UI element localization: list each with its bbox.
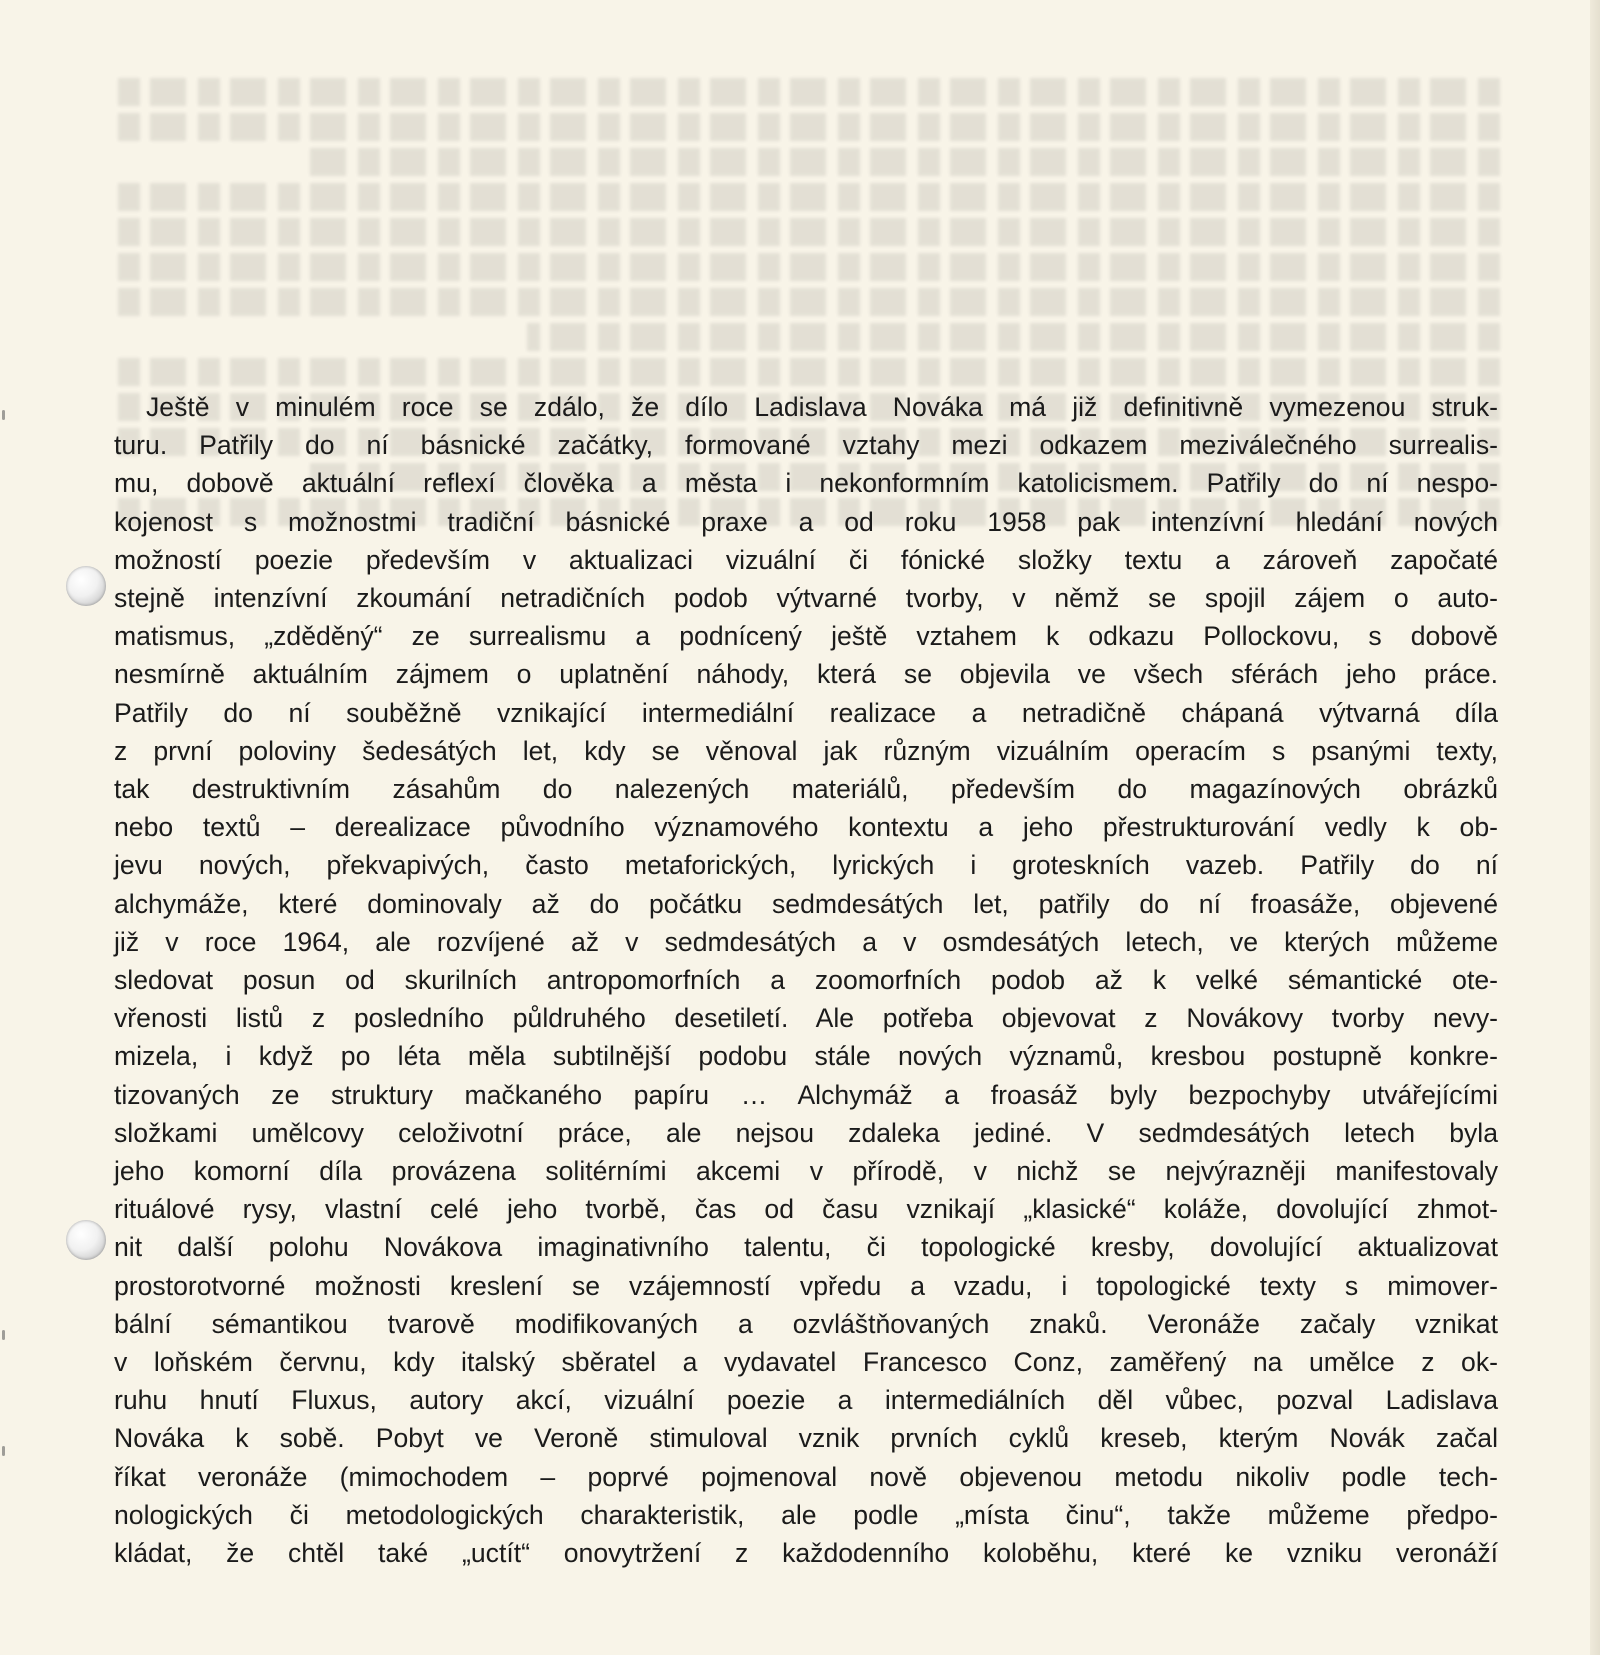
text-line: v loňském červnu, kdy italský sběratel a vydavatel Francesco Conz, zaměřený na umělce z ok- [114,1347,1498,1378]
text-line: ruhu hnutí Fluxus, autory akcí, vizuální poezie a intermediálních děl vůbec, pozval Ladislava [114,1385,1498,1416]
text-line: kládat, že chtěl také „uctít“ onovytržení z každodenního koloběhu, které ke vzniku veronáží [114,1538,1498,1569]
text-line: nologických či metodologických charakteristik, ale podle „místa činu“, takže můžeme předpo- [114,1499,1498,1530]
text-line: jeho komorní díla provázena solitérními akcemi v přírodě, v nichž se nejvýrazněji manifestovaly [114,1156,1498,1187]
text-line: nebo textů – derealizace původního významového kontextu a jeho přestrukturování vedly k ob- [114,812,1498,843]
text-line: stejně intenzívní zkoumání netradičních podob výtvarné tvorby, v němž se spojil zájem o auto- [114,583,1498,614]
page-edge-mark [2,1330,5,1340]
text-line: jevu nových, překvapivých, často metaforických, lyrických i groteskních vazeb. Patřily do ní [114,850,1498,881]
text-line: mu, dobově aktuální reflexí člověka a města i nekonformním katolicismem. Patřily do ní nespo- [114,468,1498,499]
punch-hole-bottom [66,1220,106,1260]
text-line: tak destruktivním zásahům do nalezených materiálů, především do magazínových obrázků [114,774,1498,805]
text-line: turu. Patřily do ní básnické začátky, formované vztahy mezi odkazem meziválečného surrealis- [114,430,1498,461]
page-edge [1590,0,1600,1655]
text-line: vřenosti listů z posledního půldruhého desetiletí. Ale potřeba objevovat z Novákovy tvorby nevy- [114,1003,1498,1034]
text-line: kojenost s možnostmi tradiční básnické praxe a od roku 1958 pak intenzívní hledání nových [114,506,1498,537]
text-line: mizela, i když po léta měla subtilnější podobu stále nových významů, kresbou postupně konkre- [114,1041,1498,1072]
text-line: nesmírně aktuálním zájmem o uplatnění náhody, která se objevila ve všech sférách jeho práce. [114,659,1498,690]
text-line: alchymáže, které dominovaly až do počátku sedmdesátých let, patřily do ní froasáže, objevené [114,888,1498,919]
body-text [114,388,1498,1572]
punch-hole-top [66,566,106,606]
text-line: rituálové rysy, vlastní celé jeho tvorbě, čas od času vznikají „klasické“ koláže, dovolující zhmot- [114,1194,1498,1225]
text-line: Ještě v minulém roce se zdálo, že dílo Ladislava Nováka má již definitivně vymezenou struk- [146,392,1498,422]
text-line: tizovaných ze struktury mačkaného papíru … Alchymáž a froasáž byly bezpochyby utvářejícími [114,1079,1498,1110]
text-line: nit další polohu Novákova imaginativního talentu, či topologické kresby, dovolující aktualizovat [114,1232,1498,1263]
text-line: matismus, „zděděný“ ze surrealismu a podnícený ještě vztahem k odkazu Pollockovu, s dobově [114,621,1498,652]
text-line: sledovat posun od skurilních antropomorfních a zoomorfních podob až k velké sémantické ote- [114,965,1498,996]
text-line: Patřily do ní souběžně vznikající intermediální realizace a netradičně chápaná výtvarná díla [114,697,1498,728]
text-line: říkat veronáže (mimochodem – poprvé pojmenoval nově objevenou metodu nikoliv podle tech- [114,1461,1498,1492]
text-line: bální sémantikou tvarově modifikovaných a ozvláštňovaných znaků. Veronáže začaly vznikat [114,1308,1498,1339]
text-line: již v roce 1964, ale rozvíjené až v sedmdesátých a v osmdesátých letech, ve kterých můžeme [114,926,1498,957]
page-edge-mark [2,410,5,420]
text-line: složkami umělcovy celoživotní práce, ale nejsou zdaleka jediné. V sedmdesátých letech byla [114,1117,1498,1148]
text-line: Nováka k sobě. Pobyt ve Veroně stimuloval vznik prvních cyklů kreseb, kterým Novák začal [114,1423,1498,1454]
text-line: možností poezie především v aktualizaci vizuální či fónické složky textu a zároveň započaté [114,544,1498,575]
page-edge-mark [2,1446,5,1456]
text-line: z první poloviny šedesátých let, kdy se věnoval jak různým vizuálním operacím s psanými texty, [114,735,1498,766]
text-line: prostorotvorné možnosti kreslení se vzájemností vpředu a vzadu, i topologické texty s mimover- [114,1270,1498,1301]
